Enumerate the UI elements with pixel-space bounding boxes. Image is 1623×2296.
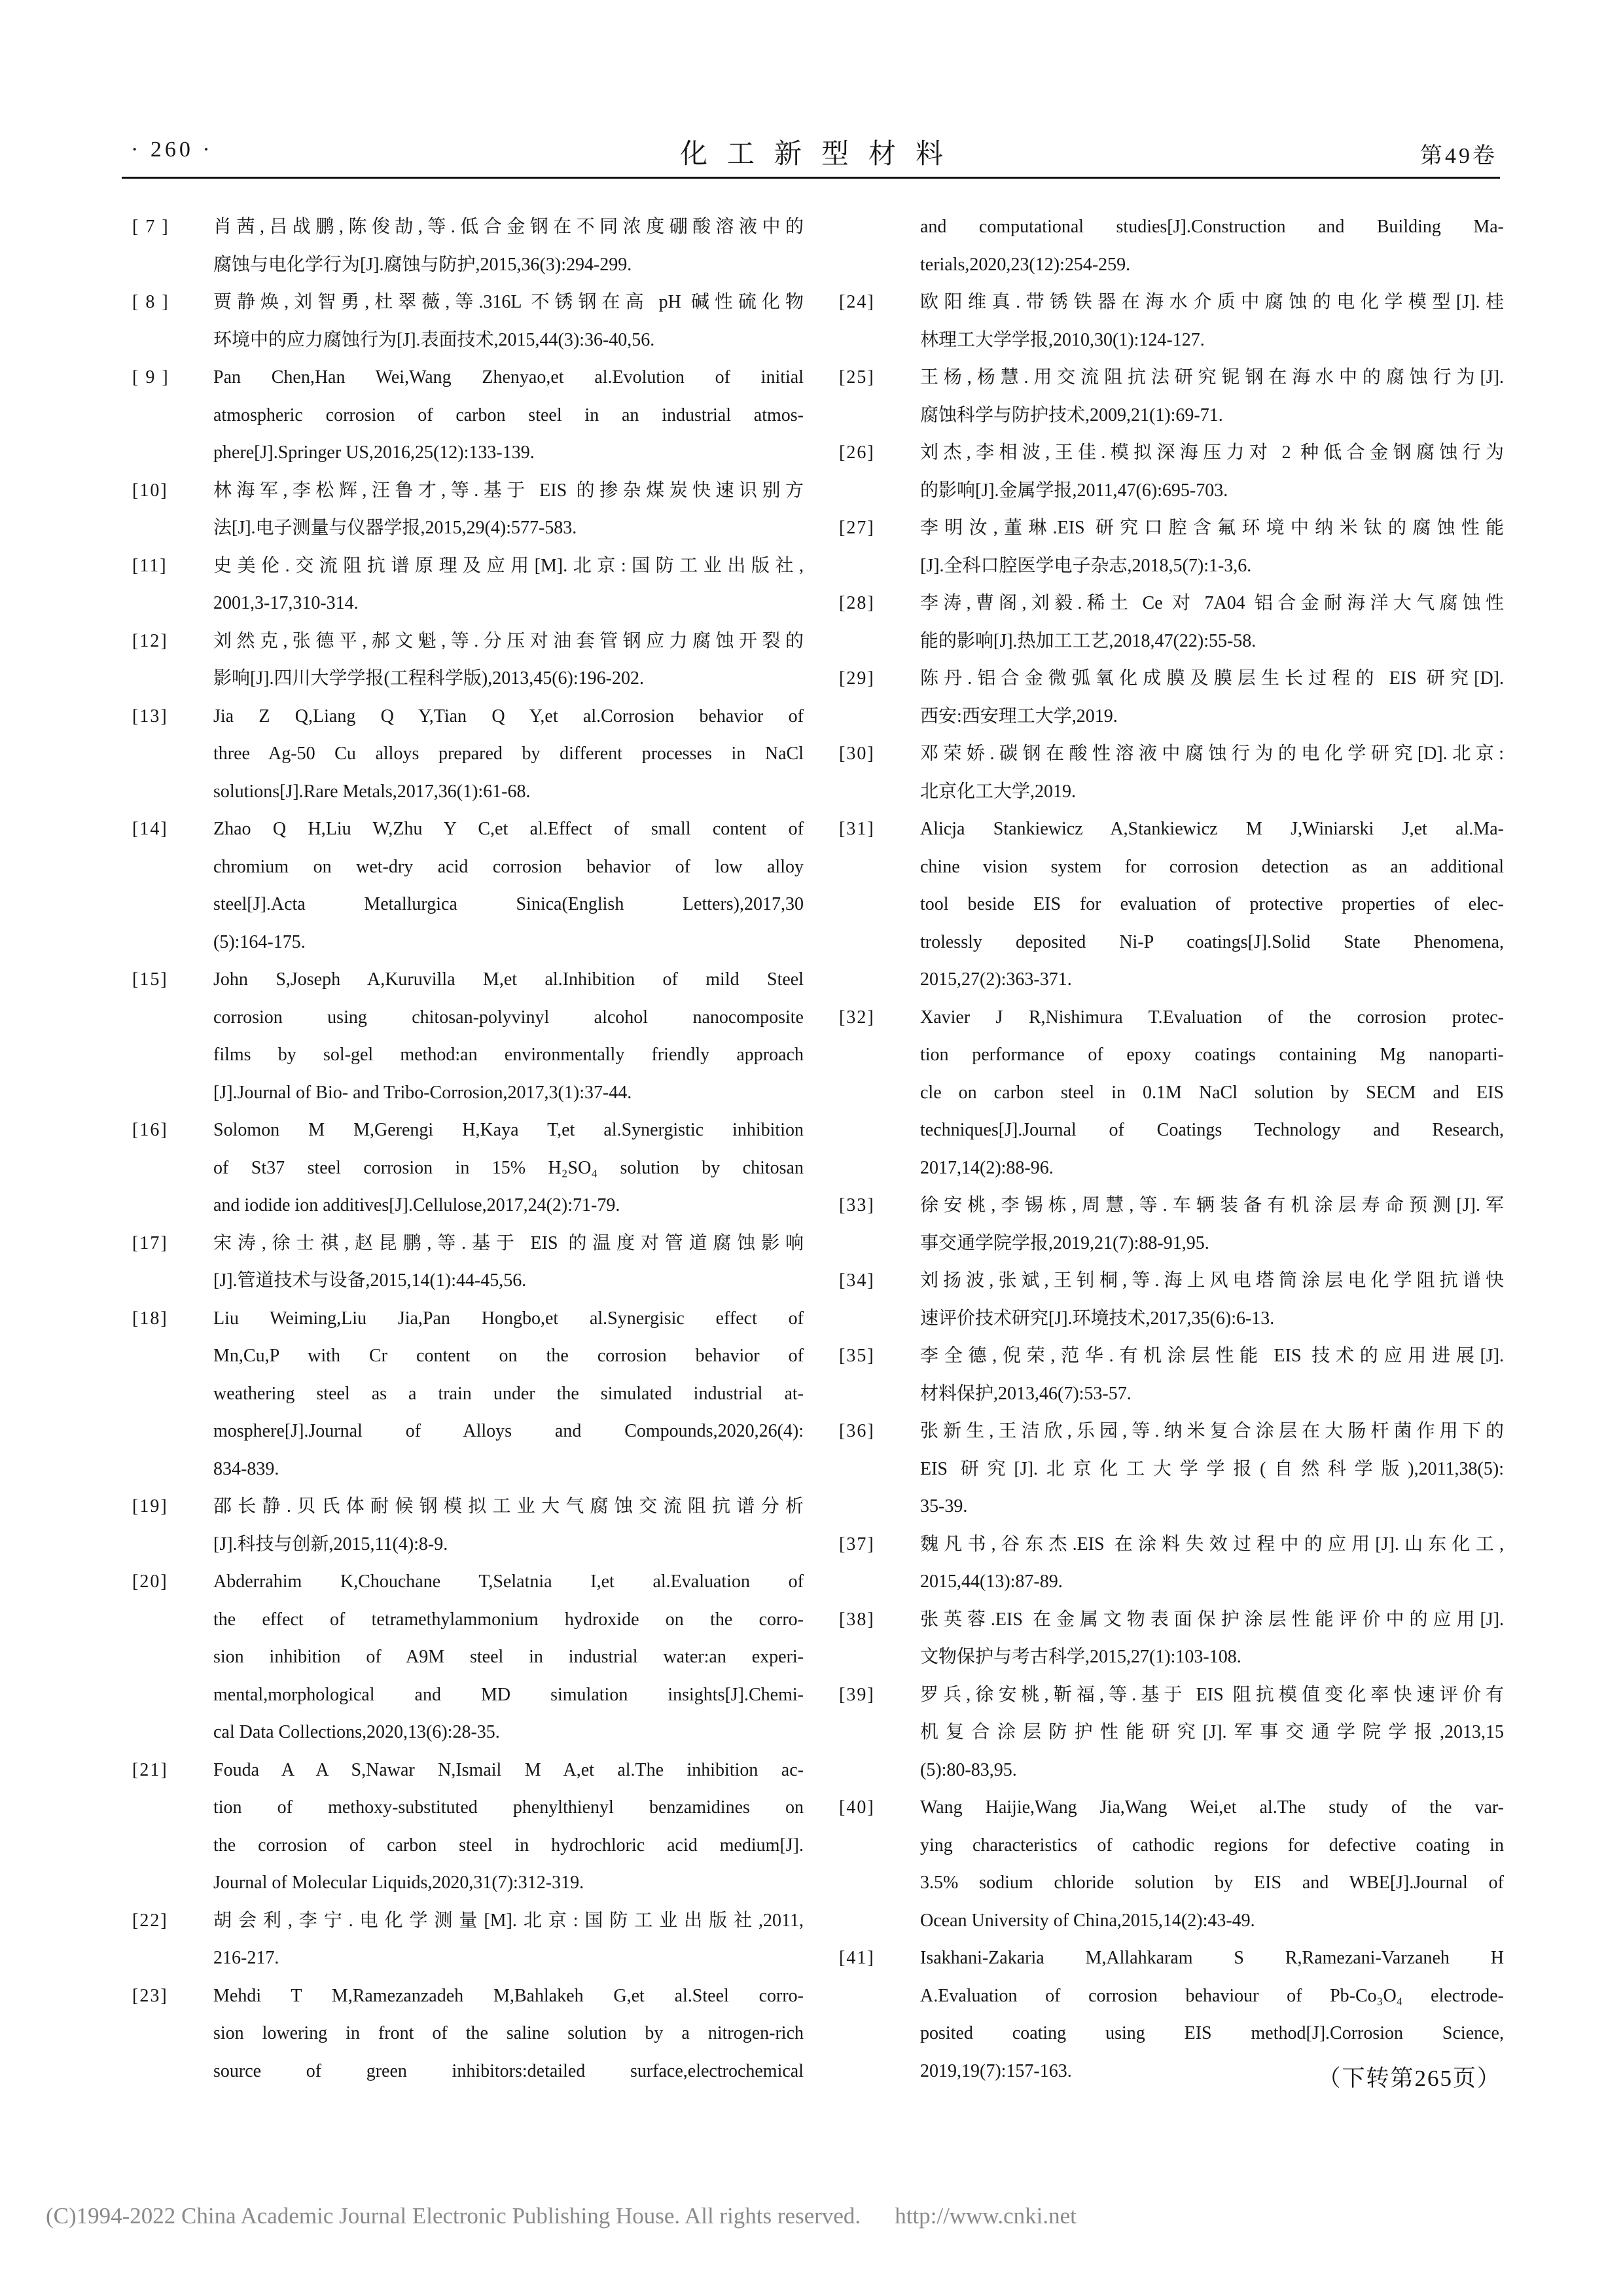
reference-number: [32] [839,1007,875,1028]
reference-number: [11] [132,555,168,576]
reference-line: 影响[J].四川大学学报(工程科学版),2013,45(6):196-202. [213,668,644,689]
reference-line: ying characteristics of cathodic regions for defective coating in [920,1835,1504,1856]
reference-item [132,622,804,698]
reference-line: 环境中的应力腐蚀行为[J].表面技术,2015,44(3):36-40,56. [213,329,655,350]
page-footer [46,2203,1077,2229]
reference-item [132,1225,804,1300]
reference-text [213,961,804,1111]
reference-text [213,698,804,811]
reference-line: Isakhani-Zakaria M,Allahkaram S R,Ramezani-Varzaneh H [920,1948,1504,1968]
reference-line: [J].管道技术与设备,2015,14(1):44-45,56. [213,1270,527,1291]
reference-line: the corrosion of carbon steel in hydrochloric acid medium[J]. [213,1835,804,1856]
reference-item [132,208,804,283]
reference-line: sion lowering in front of the saline solution by a nitrogen-rich [213,2023,804,2043]
reference-number: [28] [839,593,875,613]
reference-item [839,999,1504,1187]
reference-line: of St37 steel corrosion in 15% H₂SO₄ solution by chitosan [213,1157,804,1178]
reference-text [920,735,1504,810]
reference-line: chine vision system for corrosion detection as an additional [920,856,1504,877]
reference-line: 贾静焕,刘智勇,杜翠薇,等.316L 不锈钢在高 pH 碱性硫化物 [213,292,804,312]
reference-number: [ 8 ] [132,292,169,312]
reference-number: [36] [839,1421,875,1441]
reference-item [839,434,1504,509]
reference-number: [14] [132,819,168,839]
reference-line: cle on carbon steel in 0.1M NaCl solution by SECM and EIS [920,1082,1504,1103]
reference-text [920,1526,1504,1601]
reference-line: 邓荣娇.碳钢在酸性溶液中腐蚀行为的电化学研究[D].北京: [920,744,1504,764]
reference-text [920,208,1504,283]
reference-item [132,1563,804,1751]
reference-line: 王杨,杨慧.用交流阻抗法研究铌钢在海水中的腐蚀行为[J]. [920,367,1504,387]
reference-line: (5):164-175. [213,931,306,952]
reference-line: Zhao Q H,Liu W,Zhu Y C,et al.Effect of small content of [213,819,804,839]
reference-number: [25] [839,367,875,387]
reference-line: 35-39. [920,1496,968,1516]
reference-item [839,509,1504,584]
reference-number: [27] [839,518,875,538]
reference-line: 腐蚀科学与防护技术,2009,21(1):69-71. [920,404,1223,425]
reference-number: [23] [132,1985,168,2006]
reference-number: [ 7 ] [132,217,169,237]
reference-text [920,1676,1504,1789]
reference-item [839,1789,1504,1939]
reference-number: [19] [132,1496,168,1516]
reference-item [839,283,1504,359]
reference-text [920,1187,1504,1262]
reference-text [920,434,1504,509]
reference-number: [24] [839,292,875,312]
reference-number: [18] [132,1308,168,1329]
reference-line: Xavier J R,Nishimura T.Evaluation of the corrosion protec- [920,1007,1504,1028]
reference-item [132,1488,804,1563]
journal-title: 化工新型材料 [679,139,963,170]
reference-text [920,999,1504,1187]
reference-number: [26] [839,442,875,463]
reference-line: 胡会利,李宁.电化学测量[M].北京:国防工业出版社,2011, [213,1910,804,1931]
reference-line: 2001,3-17,310-314. [213,593,359,613]
reference-text [213,359,804,472]
reference-line: cal Data Collections,2020,13(6):28-35. [213,1722,500,1742]
reference-text [920,509,1504,584]
reference-line: 2019,19(7):157-163. [920,2060,1072,2081]
reference-number: [21] [132,1759,168,1780]
reference-line: Mn,Cu,P with Cr content on the corrosion behavior of [213,1346,804,1366]
reference-line: 的影响[J].金属学报,2011,47(6):695-703. [920,480,1228,501]
reference-text [213,622,804,698]
reference-number: [38] [839,1609,875,1630]
reference-line: Jia Z Q,Liang Q Y,Tian Q Y,et al.Corrosion behavior of [213,706,804,726]
reference-line: 3.5% sodium chloride solution by EIS and WBE[J].Journal of [920,1873,1504,1893]
reference-item [839,1262,1504,1337]
reference-line: 林理工大学学报,2010,30(1):124-127. [920,329,1205,350]
reference-number: [37] [839,1534,875,1554]
reference-item [839,1676,1504,1789]
reference-line: 机复合涂层防护性能研究[J].军事交通学院学报,2013,15 [920,1722,1504,1742]
reference-text [920,584,1504,660]
reference-item [839,1187,1504,1262]
reference-line: 刘杰,李相波,王佳.模拟深海压力对 2 种低合金钢腐蚀行为 [920,442,1504,463]
reference-number: [35] [839,1346,875,1366]
reference-line: and computational studies[J].Construction and Building Ma- [920,217,1504,237]
reference-item [839,1601,1504,1676]
reference-line: 林海军,李松辉,汪鲁才,等.基于 EIS 的掺杂煤炭快速识别方 [213,480,804,501]
reference-text [213,208,804,283]
reference-line: trolessly deposited Ni-P coatings[J].Solid State Phenomena, [920,931,1504,952]
reference-item [839,584,1504,660]
reference-item [839,1412,1504,1526]
reference-line: 腐蚀与电化学行为[J].腐蚀与防护,2015,36(3):294-299. [213,254,632,275]
reference-line: 事交通学院学报,2019,21(7):88-91,95. [920,1232,1209,1253]
reference-line: 罗兵,徐安桃,靳福,等.基于 EIS 阻抗模值变化率快速评价有 [920,1684,1504,1705]
reference-line: Abderrahim K,Chouchane T,Selatnia I,et al.Evaluation of [213,1571,804,1592]
reference-number: [31] [839,819,875,839]
reference-line: [J].Journal of Bio- and Tribo-Corrosion,2017,3(1):37-44. [213,1082,632,1103]
reference-line: 216-217. [213,1948,279,1968]
reference-number: [10] [132,480,168,501]
reference-item [132,1300,804,1488]
reference-item [132,698,804,811]
reference-text [920,1262,1504,1337]
reference-item [839,359,1504,434]
reference-line: 速评价技术研究[J].环境技术,2017,35(6):6-13. [920,1308,1275,1329]
reference-item [839,1526,1504,1601]
reference-text [920,1412,1504,1526]
reference-line: 张英蓉.EIS 在金属文物表面保护涂层性能评价中的应用[J]. [920,1609,1504,1630]
reference-line: 徐安桃,李锡栋,周慧,等.车辆装备有机涂层寿命预测[J].军 [920,1195,1504,1215]
reference-line: techniques[J].Journal of Coatings Technology and Research, [920,1120,1504,1140]
reference-line: EIS 研究[J].北京化工大学学报(自然科学版),2011,38(5): [920,1458,1504,1479]
reference-item [132,961,804,1111]
reference-text [213,1225,804,1300]
reference-line: 材料保护,2013,46(7):53-57. [920,1383,1132,1404]
reference-line: Fouda A A S,Nawar N,Ismail M A,et al.The inhibition ac- [213,1759,804,1780]
reference-text [213,472,804,547]
reference-line: 宋涛,徐士祺,赵昆鹏,等.基于 EIS 的温度对管道腐蚀影响 [213,1232,804,1253]
reference-line: 文物保护与考古科学,2015,27(1):103-108. [920,1647,1241,1667]
reference-line: 魏凡书,谷东杰.EIS 在涂料失效过程中的应用[J].山东化工, [920,1534,1504,1554]
reference-line: source of green inhibitors:detailed surface,electrochemical [213,2060,804,2081]
reference-line: 欧阳维真.带锈铁器在海水介质中腐蚀的电化学模型[J].桂 [920,292,1504,312]
reference-item [132,1111,804,1225]
reference-line: phere[J].Springer US,2016,25(12):133-139. [213,442,535,463]
reference-text [920,1337,1504,1412]
reference-number: [41] [839,1948,875,1968]
reference-item [132,1902,804,1977]
continuation-note: （下转第265页） [1317,2066,1501,2091]
reference-number: [33] [839,1195,875,1215]
reference-line: Pan Chen,Han Wei,Wang Zhenyao,et al.Evolution of initial [213,367,804,387]
reference-item [839,208,1504,283]
reference-text [920,1601,1504,1676]
reference-line: 陈丹.铝合金微弧氧化成膜及膜层生长过程的 EIS 研究[D]. [920,668,1504,689]
reference-line: steel[J].Acta Metallurgica Sinica(English Letters),2017,30 [213,894,804,914]
reference-line: (5):80-83,95. [920,1759,1017,1780]
reference-line: 李全德,倪荣,范华.有机涂层性能 EIS 技术的应用进展[J]. [920,1346,1504,1366]
reference-text [920,660,1504,735]
reference-item [132,283,804,359]
reference-item [839,660,1504,735]
reference-text [213,1111,804,1225]
reference-line: chromium on wet-dry acid corrosion behavior of low alloy [213,856,804,877]
reference-line: 法[J].电子测量与仪器学报,2015,29(4):577-583. [213,518,577,538]
header-rule [122,177,1500,179]
reference-item [132,547,804,622]
reference-item [132,810,804,961]
reference-text [920,1789,1504,1939]
reference-text [213,547,804,622]
reference-line: [J].科技与创新,2015,11(4):8-9. [213,1534,448,1554]
reference-number: [ 9 ] [132,367,169,387]
reference-line: 李明汝,董琳.EIS 研究口腔含氟环境中纳米钛的腐蚀性能 [920,518,1504,538]
reference-line: 能的影响[J].热加工工艺,2018,47(22):55-58. [920,630,1257,651]
reference-line: Ocean University of China,2015,14(2):43-49. [920,1910,1255,1931]
reference-item [132,1751,804,1902]
reference-item [839,1337,1504,1412]
volume-label: 第49卷 [1420,144,1497,168]
reference-text [213,1488,804,1563]
reference-line: the effect of tetramethylammonium hydroxide on the corro- [213,1609,804,1630]
reference-line: 834-839. [213,1458,279,1479]
reference-line: Liu Weiming,Liu Jia,Pan Hongbo,et al.Synergisic effect of [213,1308,804,1329]
reference-number: [40] [839,1797,875,1818]
page-number: · 260 · [131,137,213,162]
reference-text [213,1300,804,1488]
reference-item [839,735,1504,810]
reference-line: mosphere[J].Journal of Alloys and Compounds,2020,26(4): [213,1421,804,1441]
reference-line: 2015,27(2):363-371. [920,969,1072,990]
reference-text [213,810,804,961]
reference-text [213,1902,804,1977]
cnki-url: http://www.cnki.net [895,2203,1077,2229]
reference-line: tion of methoxy-substituted phenylthienyl benzamidines on [213,1797,804,1818]
reference-number: [13] [132,706,168,726]
reference-text [920,810,1504,999]
reference-text [920,283,1504,359]
reference-item [132,359,804,472]
reference-text [920,359,1504,434]
reference-line: 刘然克,张德平,郝文魁,等.分压对油套管钢应力腐蚀开裂的 [213,630,804,651]
reference-line: 2017,14(2):88-96. [920,1157,1054,1178]
reference-item [132,1977,804,2090]
reference-line: Mehdi T M,Ramezanzadeh M,Bahlakeh G,et al.Steel corro- [213,1985,804,2006]
reference-line: 肖茜,吕战鹏,陈俊劼,等.低合金钢在不同浓度硼酸溶液中的 [213,217,804,237]
reference-item [132,472,804,547]
reference-number: [30] [839,744,875,764]
reference-number: [34] [839,1270,875,1291]
reference-line: John S,Joseph A,Kuruvilla M,et al.Inhibition of mild Steel [213,969,804,990]
reference-line: 张新生,王洁欣,乐园,等.纳米复合涂层在大肠杆菌作用下的 [920,1421,1504,1441]
reference-number: [22] [132,1910,168,1931]
reference-line: terials,2020,23(12):254-259. [920,254,1131,275]
reference-line: 西安:西安理工大学,2019. [920,706,1118,726]
reference-number: [16] [132,1120,168,1140]
references-column-right [839,208,1504,2090]
reference-line: 史美伦.交流阻抗谱原理及应用[M].北京:国防工业出版社, [213,555,804,576]
reference-line: Journal of Molecular Liquids,2020,31(7):312-319. [213,1873,584,1893]
reference-line: weathering steel as a train under the simulated industrial at- [213,1383,804,1404]
reference-line: 刘扬波,张斌,王钊桐,等.海上风电塔筒涂层电化学阻抗谱快 [920,1270,1504,1291]
reference-line: 李涛,曹阁,刘毅.稀土 Ce 对 7A04 铝合金耐海洋大气腐蚀性 [920,593,1504,613]
reference-line: corrosion using chitosan-polyvinyl alcohol nanocomposite [213,1007,804,1028]
reference-number: [20] [132,1571,168,1592]
reference-line: sion inhibition of A9M steel in industrial water:an experi- [213,1647,804,1667]
reference-line: films by sol-gel method:an environmentally friendly approach [213,1045,804,1065]
reference-line: Solomon M M,Gerengi H,Kaya T,et al.Synergistic inhibition [213,1120,804,1140]
reference-line: Wang Haijie,Wang Jia,Wang Wei,et al.The study of the var- [920,1797,1504,1818]
reference-line: posited coating using EIS method[J].Corrosion Science, [920,2023,1504,2043]
reference-line: 邵长静.贝氏体耐候钢模拟工业大气腐蚀交流阻抗谱分析 [213,1496,804,1516]
reference-line: three Ag-50 Cu alloys prepared by different processes in NaCl [213,744,804,764]
reference-number: [15] [132,969,168,990]
reference-line: 北京化工大学,2019. [920,781,1077,802]
reference-line: [J].全科口腔医学电子杂志,2018,5(7):1-3,6. [920,555,1252,576]
reference-line: tool beside EIS for evaluation of protective properties of elec- [920,894,1504,914]
reference-text [213,1563,804,1751]
reference-number: [12] [132,630,168,651]
reference-line: A.Evaluation of corrosion behaviour of Pb-Co₃O₄ electrode- [920,1985,1504,2006]
reference-line: 2015,44(13):87-89. [920,1571,1063,1592]
reference-item [839,810,1504,999]
reference-number: [17] [132,1232,168,1253]
reference-number: [39] [839,1684,875,1705]
references-column-left [132,208,804,2090]
copyright-text: (C)1994-2022 China Academic Journal Electronic Publishing House. All rights reserved. [46,2203,861,2229]
reference-line: solutions[J].Rare Metals,2017,36(1):61-68. [213,781,531,802]
reference-line: mental,morphological and MD simulation insights[J].Chemi- [213,1684,804,1705]
reference-line: tion performance of epoxy coatings containing Mg nanoparti- [920,1045,1504,1065]
reference-text [213,1977,804,2090]
reference-text [213,1751,804,1902]
reference-text [213,283,804,359]
reference-line: and iodide ion additives[J].Cellulose,2017,24(2):71-79. [213,1195,620,1215]
reference-line: Alicja Stankiewicz A,Stankiewicz M J,Winiarski J,et al.Ma- [920,819,1504,839]
reference-number: [29] [839,668,875,689]
reference-line: atmospheric corrosion of carbon steel in an industrial atmos- [213,404,804,425]
